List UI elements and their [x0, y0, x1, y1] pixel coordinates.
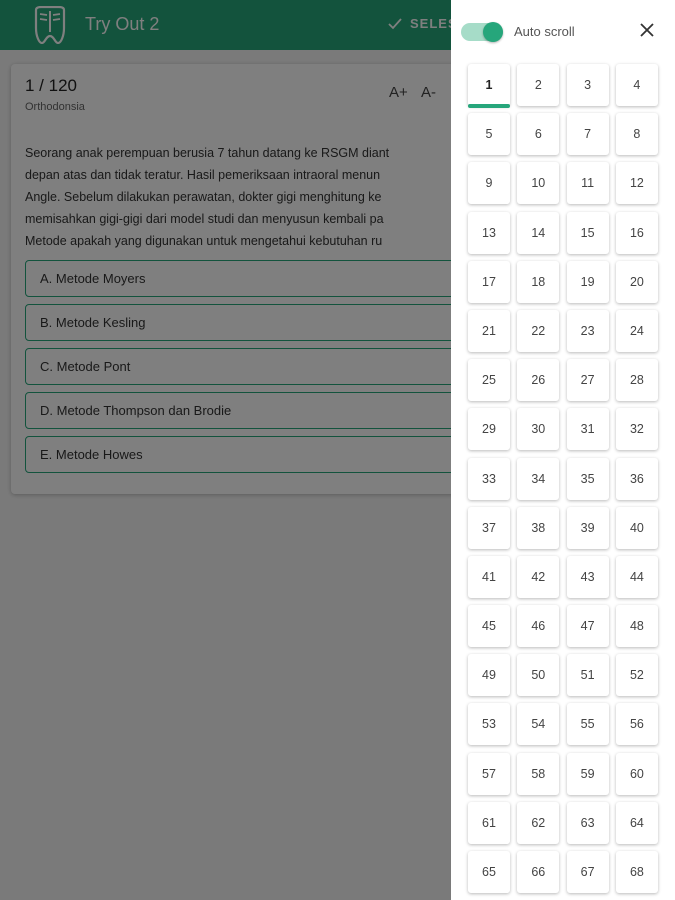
question-number-label: 3	[584, 78, 592, 92]
question-number-button[interactable]	[468, 703, 510, 745]
question-number-label: 67	[580, 865, 595, 879]
question-number-label: 56	[629, 717, 644, 732]
question-number-label: 34	[531, 471, 546, 486]
question-number-label: 36	[629, 471, 644, 486]
question-number-button[interactable]	[567, 261, 609, 303]
question-number-button[interactable]	[616, 458, 658, 500]
question-number-label: 52	[629, 668, 644, 683]
question-number-button[interactable]	[517, 113, 559, 155]
question-number-button[interactable]	[567, 408, 609, 450]
question-number-label: 9	[485, 176, 493, 191]
question-number-label: 53	[482, 717, 496, 732]
current-question-indicator	[468, 104, 510, 108]
question-number-label: 10	[531, 176, 546, 191]
question-number-label: 23	[580, 323, 595, 338]
question-number-label: 63	[580, 815, 595, 830]
question-number-button[interactable]	[468, 507, 510, 549]
question-number-button[interactable]	[468, 851, 510, 893]
question-number-label: 47	[580, 619, 595, 634]
question-number-label: 21	[482, 323, 496, 338]
question-number-label: 39	[580, 520, 595, 535]
question-number-label: 51	[580, 668, 595, 683]
question-number-button[interactable]	[468, 359, 510, 401]
question-number-button[interactable]	[468, 162, 510, 204]
question-number-button[interactable]	[468, 310, 510, 352]
question-number-label: 40	[629, 520, 644, 535]
question-number-label: 42	[531, 569, 546, 584]
question-number-button[interactable]	[616, 64, 658, 106]
question-number-label: 13	[482, 225, 496, 240]
question-number-label: 22	[531, 323, 546, 338]
question-number-label: 58	[531, 766, 546, 781]
auto-scroll-label: Auto scroll	[514, 24, 575, 39]
question-number-button[interactable]	[517, 605, 559, 647]
question-number-button[interactable]	[616, 162, 658, 204]
question-number-label: 1	[485, 78, 493, 92]
question-number-button[interactable]	[468, 605, 510, 647]
question-number-button[interactable]	[468, 64, 510, 106]
auto-scroll-toggle[interactable]	[461, 20, 503, 44]
question-number-button[interactable]	[517, 408, 559, 450]
question-number-label: 30	[531, 422, 546, 437]
question-number-button[interactable]	[567, 753, 609, 795]
question-number-label: 29	[482, 422, 496, 437]
question-number-label: 50	[531, 668, 546, 683]
question-number-button[interactable]	[517, 802, 559, 844]
question-number-button[interactable]	[567, 802, 609, 844]
question-number-button[interactable]	[616, 654, 658, 696]
question-number-label: 33	[482, 471, 496, 486]
question-number-button[interactable]	[567, 359, 609, 401]
question-number-button[interactable]	[616, 359, 658, 401]
question-number-label: 45	[482, 619, 496, 634]
question-number-button[interactable]	[616, 212, 658, 254]
question-number-button[interactable]	[616, 851, 658, 893]
question-number-button[interactable]	[567, 654, 609, 696]
question-number-label: 48	[629, 619, 644, 634]
question-number-label: 15	[580, 225, 595, 240]
question-number-button[interactable]	[616, 261, 658, 303]
question-number-label: 7	[584, 127, 592, 142]
question-navigation-drawer	[451, 0, 675, 900]
question-number-label: 25	[482, 373, 496, 388]
question-number-button[interactable]	[468, 408, 510, 450]
question-number-button[interactable]	[517, 654, 559, 696]
question-number-label: 62	[531, 815, 546, 830]
question-number-label: 37	[482, 520, 496, 535]
toggle-thumb	[483, 22, 503, 42]
question-number-label: 44	[629, 569, 644, 584]
question-number-button[interactable]	[567, 507, 609, 549]
question-number-button[interactable]	[567, 212, 609, 254]
question-number-label: 4	[633, 78, 641, 92]
question-number-grid	[468, 64, 660, 893]
question-number-button[interactable]	[616, 408, 658, 450]
question-number-button[interactable]	[616, 507, 658, 549]
question-number-label: 5	[485, 127, 493, 142]
question-number-button[interactable]	[616, 605, 658, 647]
question-number-label: 14	[531, 225, 546, 240]
question-number-button[interactable]	[616, 310, 658, 352]
question-number-button[interactable]	[517, 261, 559, 303]
question-number-button[interactable]	[468, 556, 510, 598]
question-number-label: 17	[482, 274, 496, 289]
question-number-button[interactable]	[567, 64, 609, 106]
question-number-button[interactable]	[517, 507, 559, 549]
question-number-label: 20	[629, 274, 644, 289]
question-number-button[interactable]	[616, 556, 658, 598]
question-number-label: 26	[531, 373, 546, 388]
question-number-label: 27	[580, 373, 595, 388]
question-number-button[interactable]	[567, 310, 609, 352]
question-number-label: 11	[581, 176, 595, 191]
question-number-button[interactable]	[468, 212, 510, 254]
question-number-label: 60	[629, 766, 644, 781]
question-number-button[interactable]	[567, 703, 609, 745]
question-number-label: 19	[580, 274, 595, 289]
question-number-button[interactable]	[468, 113, 510, 155]
question-number-button[interactable]	[616, 802, 658, 844]
question-number-label: 6	[534, 127, 542, 142]
question-number-button[interactable]	[567, 113, 609, 155]
question-number-label: 32	[629, 422, 644, 437]
question-number-label: 2	[534, 78, 542, 92]
question-number-button[interactable]	[517, 212, 559, 254]
question-number-label: 8	[633, 127, 641, 142]
question-number-button[interactable]	[468, 261, 510, 303]
question-number-button[interactable]	[616, 113, 658, 155]
question-number-button[interactable]	[517, 64, 559, 106]
question-number-label: 55	[580, 717, 595, 732]
question-number-label: 68	[629, 865, 644, 879]
question-number-button[interactable]	[517, 753, 559, 795]
question-number-label: 65	[482, 865, 496, 879]
question-number-label: 43	[580, 569, 595, 584]
question-number-label: 41	[482, 569, 496, 584]
question-number-label: 46	[531, 619, 546, 634]
question-number-label: 57	[482, 766, 496, 781]
question-number-button[interactable]	[517, 556, 559, 598]
question-number-button[interactable]	[616, 753, 658, 795]
question-number-button[interactable]	[468, 458, 510, 500]
question-number-button[interactable]	[468, 753, 510, 795]
question-number-button[interactable]	[468, 654, 510, 696]
question-number-label: 24	[629, 323, 644, 338]
question-number-label: 16	[629, 225, 644, 240]
question-number-button[interactable]	[567, 851, 609, 893]
question-number-label: 54	[531, 717, 546, 732]
question-number-button[interactable]	[567, 162, 609, 204]
question-number-button[interactable]	[517, 703, 559, 745]
question-number-button[interactable]	[567, 556, 609, 598]
question-number-button[interactable]	[517, 458, 559, 500]
question-number-button[interactable]	[567, 605, 609, 647]
close-icon[interactable]	[635, 18, 659, 42]
question-number-label: 35	[580, 471, 595, 486]
question-number-label: 66	[531, 865, 546, 879]
question-number-label: 49	[482, 668, 496, 683]
question-number-label: 64	[629, 815, 644, 830]
question-number-button[interactable]	[616, 703, 658, 745]
question-number-button[interactable]	[517, 162, 559, 204]
question-number-label: 12	[629, 176, 644, 191]
question-number-label: 38	[531, 520, 546, 535]
question-number-label: 61	[482, 815, 496, 830]
question-number-button[interactable]	[517, 851, 559, 893]
question-number-button[interactable]	[517, 359, 559, 401]
question-number-button[interactable]	[567, 458, 609, 500]
question-number-label: 59	[580, 766, 595, 781]
question-number-label: 28	[629, 373, 644, 388]
question-number-label: 18	[531, 274, 546, 289]
question-number-label: 31	[580, 422, 595, 437]
question-number-button[interactable]	[468, 802, 510, 844]
question-number-button[interactable]	[517, 310, 559, 352]
